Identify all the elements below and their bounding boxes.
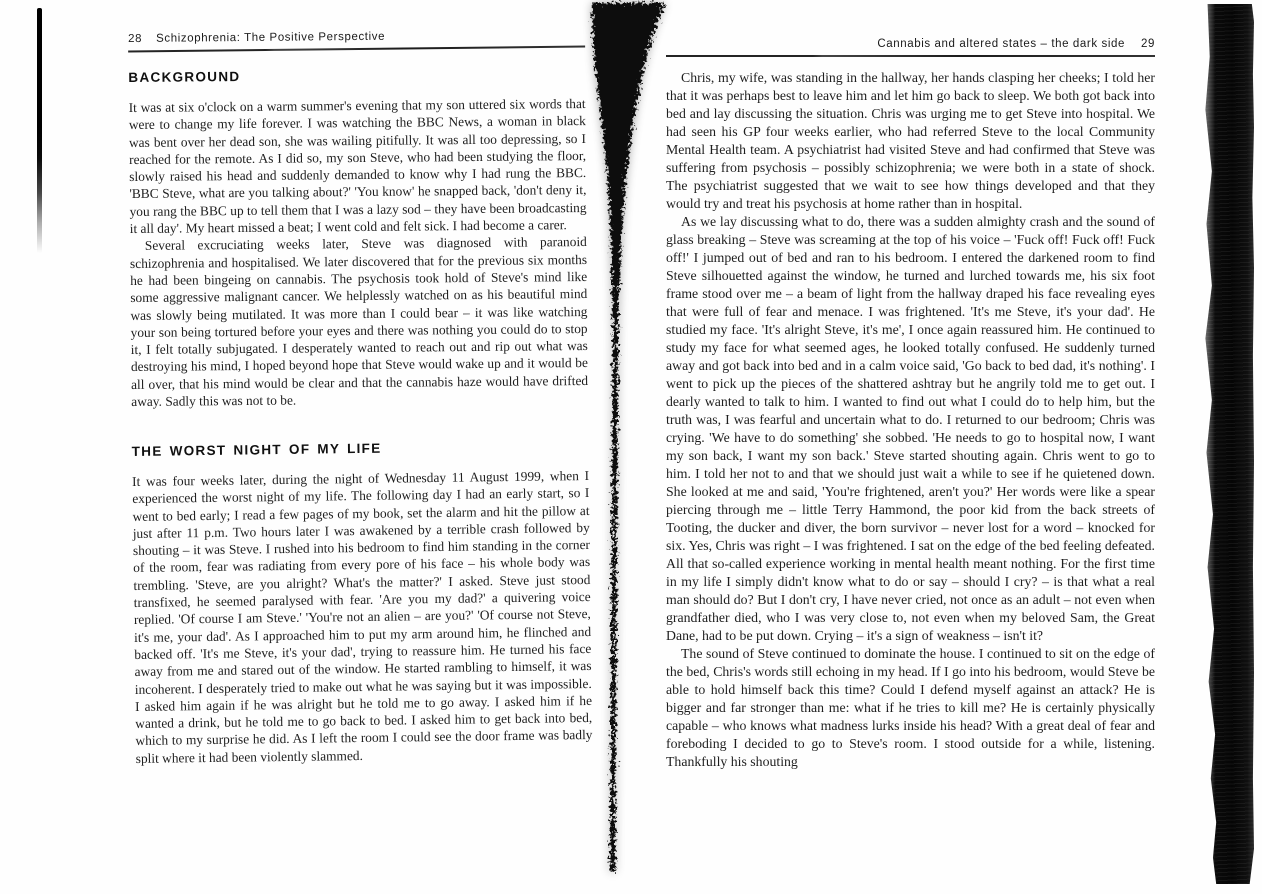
right-head-rule — [666, 55, 1155, 57]
right-scan-artifact-band — [1200, 4, 1254, 884]
left-running-head — [128, 29, 585, 45]
right-running-head — [666, 38, 1155, 50]
left-running-title: Schizophrenia: The Positive Perspective — [155, 30, 386, 45]
left-head-rule — [128, 46, 585, 53]
heading-worst-night: THE WORST NIGHT OF MY LIFE — [131, 441, 382, 460]
paragraph-worst-night-1: It was four weeks later, during the night of Wednesday 11 August 1999, when I experienced the worst night of my life. The following day I had an early start, so I went to bed early; I read a few pages of my book, set the alarm and hit the pillow at just after 11 p.m. Two hours later I was awakened by a terrible crash followed by shouting – it was Steve. I rushed into his bedroom to find him standing in the corner of the room, fear was radiating from every pore of his face – his whole body was trembling. 'Steve, are you alright? What's the matter?' I asked. Steve just stood transfixed, he seemed paralysed with fear. 'Are you my dad?' a quivering voice replied. 'Of course I am Steve.' 'You're not an alien – are you?' 'Of course not Steve, it's me, your dad'. As I approached him to put my arm around him, he flinched and backed off. 'It's me Steve, it's your dad', trying to reassure him. He turned his face away from me and stared out of the window. He started rambling to himself, it was incoherent. I desperately tried to make out what he was saying but it was impossible. I asked him again if he was alright but he told me to go away. I asked him if he wanted a drink, but he told me to go back to bed. I asked him to get back into bed, which to my surprise he did. As I left the room I could see the door frame was badly split where it had been violently slammed. — [131, 468, 593, 767]
gutter-ink — [592, 3, 665, 872]
paragraph-right-2: As we lay discussing what to do, there was a sudden almighty crash and the sound of glass breaking – Steve was screaming at the top of his voice – 'Fuck off! Fuck off! Fuck off!' I jumped out of bed and ran to his bedroom. I entered the darkened room to find Steve silhouetted against the window, he turned and lurched towards me, his six foot frame stood over me – a beam of light from the hallway draped his face revealing eyes that were full of fear and menace. I was frightened. 'It's me Steve, it's your dad'. He studied my face. 'It's alright Steve, it's me', I once again reassured him. He continued to study my face for what seemed ages, he looked totally confused. He suddenly turned away and got back into bed and in a calm voice said, 'Go back to bed dad, it's nothing'. I went to pick up the pieces of the shattered ashtray but he angrily told me to get out. I dearly wanted to talk to him. I wanted to find out what I could do to help him, but the truth was, I was fearful and uncertain what to do. I returned to our bedroom; Chris was crying. 'We have to do something' she sobbed. 'He needs to go to hospital now, I want my son back, I want my son back.' Steve started shouting again. Chris went to go to him. I told her not to and that we should just wait a while to see if he quietened down. She looked at me and said, 'You're frightened, aren't you?' Her words were like a spear piercing through me – little Terry Hammond, the poor kid from the back streets of Tooting, the ducker and diver, the born survivor – never lost for a word – knocked for six. Yes, Chris was right – I was frightened. I sat on the edge of the bed feeling defeated. All that so-called experience working in mental health meant nothing. For the first time in my life I simply didn't know what to do or say – should I cry? – is that what a real man should do? But I don't cry, I have never cried, not once as an adult – not even when grandfather died, who I was very close to, not even when my beloved Sam, the Great Dane, had to be put down. Crying – it's a sign of weakness – isn't it? — [666, 214, 1155, 643]
right-page-number: 29 — [1141, 38, 1155, 50]
left-page — [128, 29, 591, 767]
paragraph-background-1: It was at six o'clock on a warm summer's evening that my son uttered six words that were to change my life forever. I was watching the BBC News, a woman in black was bent over her dead son, she was wailing pitifully. It was all too depressing, so I reached for the remote. As I did so, my son Steve, who had been studying the floor, slowly raised his head and suddenly demanded to know why I had rung the BBC. 'BBC Steve, what are you talking about?' 'You know' he snapped back, 'don't deny it, you rang the BBC up to tell them that I was a lazy sod – they have been broadcasting it all day'. My heart missed a beat; I went cold and felt sick. I had become a carer. — [128, 96, 587, 237]
paragraph-right-1: Chris, my wife, was standing in the hallway, her hands clasping her cheeks; I told her that it was perhaps best to leave him and let him go back to sleep. We both got back into bed and lay discussing the situation. Chris was urging me to get Steve into hospital. We had seen his GP four weeks earlier, who had referred Steve to the local Community Mental Health team. A psychiatrist had visited Steve and had confirmed that Steve was suffering from psychosis – possibly schizophrenia; we were both in a state of shock. The psychiatrist suggested that we wait to see how things developed and that they would try and treat his psychosis at home rather than in hospital. — [666, 70, 1155, 211]
right-page — [666, 38, 1155, 771]
right-running-title: Cannabis and altered states – the dark side — [877, 38, 1125, 50]
left-page-number: 28 — [128, 32, 143, 45]
heading-background: BACKGROUND — [128, 69, 241, 85]
paragraph-right-3: The sound of Steve continued to dominate the house. I continued to sit on the edge of the bed, Chris's words still echoing in my head. If I go into his bedroom, would Steve be able to hold himself back this time? Could I defend myself against an attack? He is bigger and far stronger than me: what if he tries to kill me? He is certainly physically capable – who knows what madness lurks inside his head? With a great deal of fear and foreboding I decided to go to Steve's room. I stood outside for a while, listening. Thankfully his shouting — [666, 646, 1155, 769]
left-scan-artifact-line — [37, 8, 42, 253]
section-worst-night — [132, 438, 593, 767]
paragraph-background-2: Several excruciating weeks later, Steve was diagnosed with paranoid schizophrenia and hospitalised. We later discovered that for the previous six months he had been bingeing on cannabis. The psychosis took hold of Steve's mind like some aggressive malignant cancer. We helplessly watched on as his beautiful mind was slowly being mutilated. It was more than I could bear – it was like watching your son being tortured before your eyes and there was nothing you could do to stop it, I felt totally subjugated. I desperately wanted to reach out and rip out what was destroying his mind, I hoped beyond hope that Steve would wake up and it would be all over, that his mind would be clear and that the cannabis haze would have drifted away. Sadly this was not to be. — [129, 234, 589, 410]
